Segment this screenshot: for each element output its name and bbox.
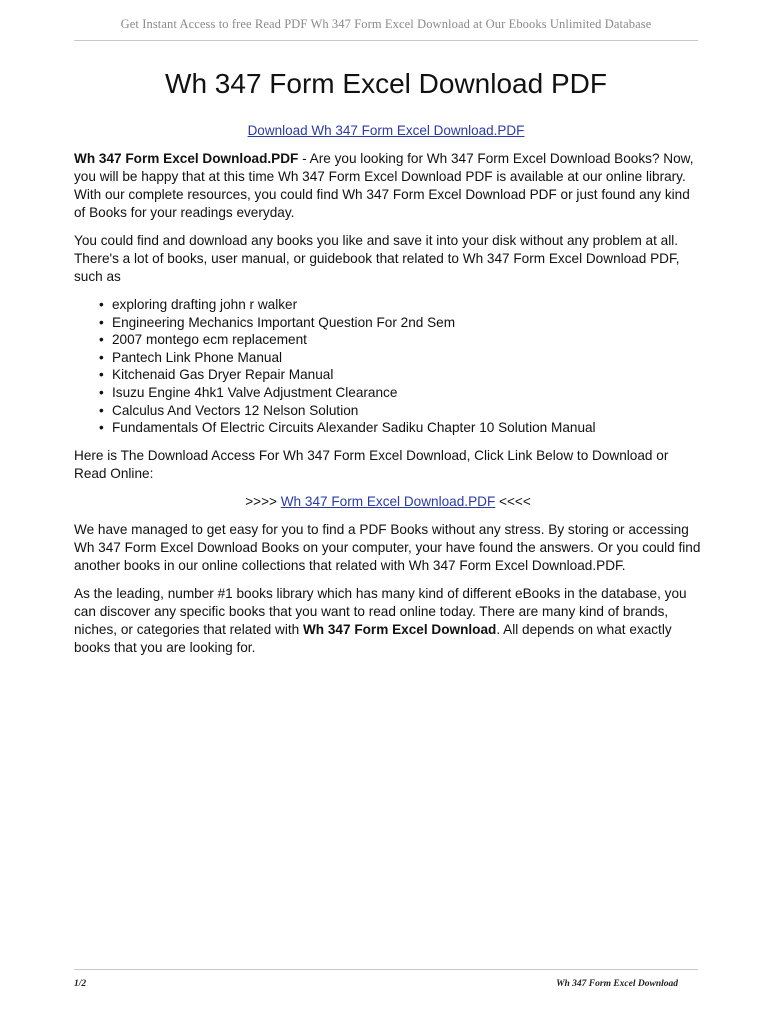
access-paragraph: Here is The Download Access For Wh 347 Form Excel Download, Click Link Below to Download or Read Online:: [74, 447, 669, 481]
intro-bold-title: Wh 347 Form Excel Download.PDF: [74, 151, 299, 166]
center-download-line: [74, 493, 702, 511]
page-number: 1/2: [74, 979, 87, 989]
paragraph-library-bold: Wh 347 Form Excel Download: [302, 621, 497, 637]
paragraph-books-intro: You could find and download any books you like and save it into your disk without any problem at all. There's a lot of books, user manual, or guidebook that related to Wh 347 Form Excel Download PDF, such as: [74, 233, 680, 284]
top-download-link[interactable]: Download Wh 347 Form Excel Download.PDF: [247, 123, 525, 138]
list-item: • Isuzu Engine 4hk1 Valve Adjustment Clearance: [112, 384, 702, 402]
center-link-prefix: >>>>: [245, 493, 281, 509]
list-item: • 2007 montego ecm replacement: [112, 331, 702, 349]
footer-divider: [74, 969, 698, 970]
list-item: • Kitchenaid Gas Dryer Repair Manual: [112, 366, 702, 384]
footer-doc-title: Wh 347 Form Excel Download: [556, 979, 678, 989]
paragraph-library-text-end: . All depends on what exactly books that you are looking for.: [74, 621, 672, 655]
header-divider: [74, 40, 698, 41]
list-item: • exploring drafting john r walker: [112, 296, 702, 314]
main-content: [74, 150, 702, 667]
intro-paragraph: [74, 150, 702, 222]
top-download-link-container: [74, 123, 698, 138]
paragraph-library: [74, 585, 702, 657]
list-item: • Engineering Mechanics Important Question For 2nd Sem: [112, 314, 702, 332]
paragraph-storage: We have managed to get easy for you to find a PDF Books without any stress. By storing or accessing Wh 347 Form Excel Download Books on your computer, your have found the answers. Or you could find another books in our online collections that related with Wh 347 Form Excel Download.PDF.: [74, 521, 701, 573]
center-download-link[interactable]: Wh 347 Form Excel Download.PDF: [280, 493, 496, 509]
center-link-suffix: <<<<: [495, 493, 531, 509]
list-item: • Pantech Link Phone Manual: [112, 349, 702, 367]
page-title: Wh 347 Form Excel Download PDF: [165, 68, 607, 99]
list-item: • Calculus And Vectors 12 Nelson Solution: [112, 402, 702, 420]
intro-text: - Are you looking for Wh 347 Form Excel Download Books? Now, you will be happy that at this time Wh 347 Form Excel Download PDF is available at our online library. With our complete resources, you could find Wh 347 Form Excel Download PDF or just found any kind of Books for your readings everyday.: [74, 151, 694, 220]
header-banner: Get Instant Access to free Read PDF Wh 347 Form Excel Download at Our Ebooks Unlimited Database: [120, 17, 652, 31]
list-item: • Fundamentals Of Electric Circuits Alexander Sadiku Chapter 10 Solution Manual: [112, 419, 702, 437]
book-list: [74, 296, 702, 437]
paragraph-library-text-start: As the leading, number #1 books library which has many kind of different eBooks in the database, you can discover any specific books that you want to read online today. There are many kind of brands, niches, or categories that related with: [74, 585, 687, 637]
